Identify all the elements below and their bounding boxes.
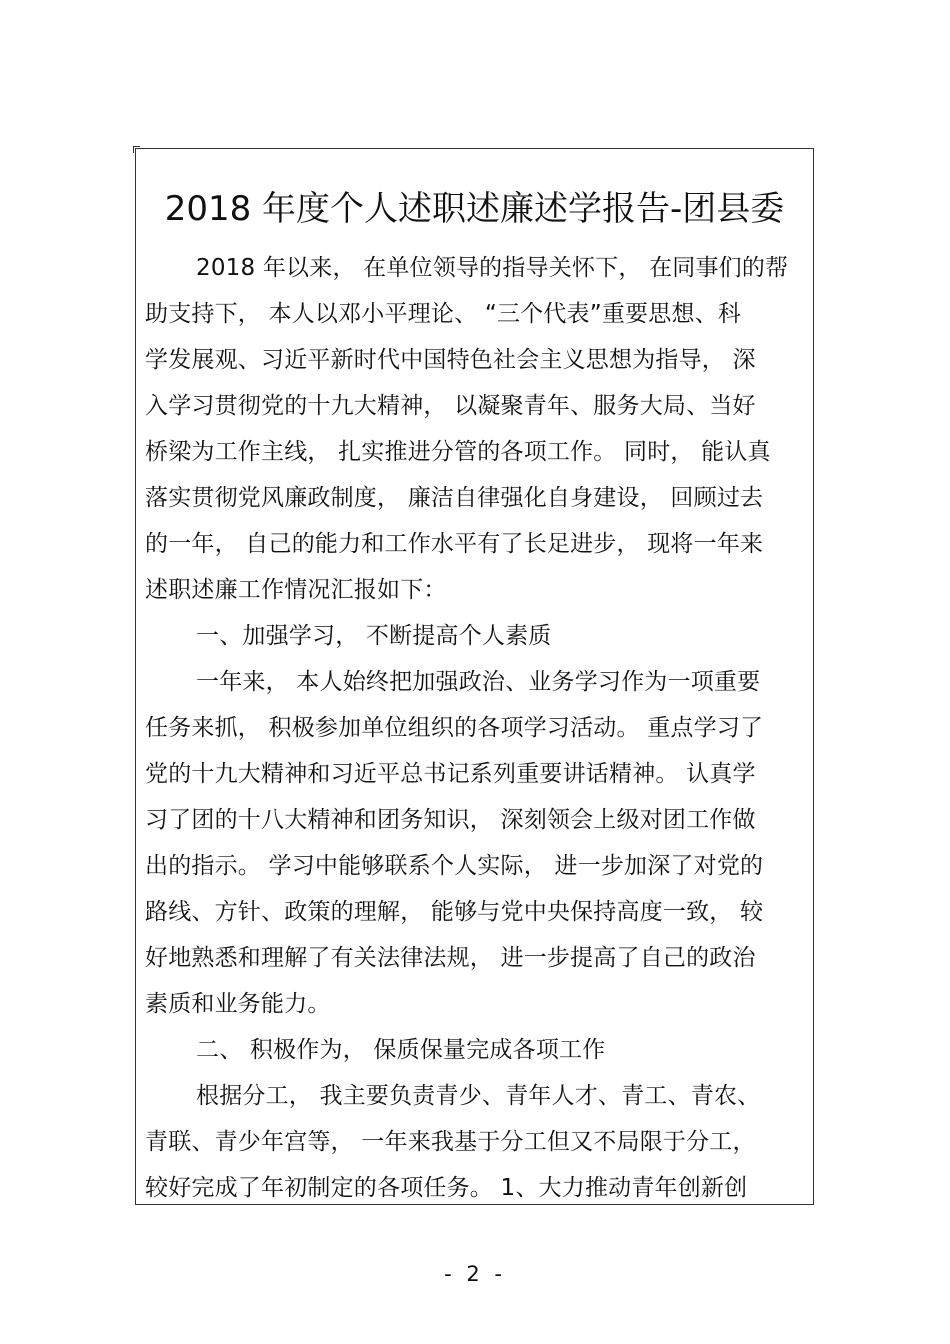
paragraph-line: 落实贯彻党风廉政制度， 廉洁自律强化自身建设， 回顾过去 [145,485,764,511]
paragraph-line: 述职述廉工作情况汇报如下： [145,577,447,603]
document-frame [135,148,814,1205]
paragraph-line: 桥梁为工作主线， 扎实推进分管的各项工作。 同时， 能认真 [145,439,771,465]
document-title: 2018 年度个人述职述廉述学报告-团县委 [164,189,785,229]
paragraph-line: 入学习贯彻党的十九大精神， 以凝聚青年、服务大局、当好 [145,393,756,419]
paragraph-line: 好地熟悉和理解了有关法律法规， 进一步提高了自己的政治 [145,945,756,971]
paragraph-line: 助支持下， 本人以邓小平理论、 “三个代表”重要思想、科 [145,301,742,327]
paragraph-line: 的一年， 自己的能力和工作水平有了长足进步， 现将一年来 [145,531,764,557]
paragraph-line: 路线、方针、政策的理解， 能够与党中央保持高度一致， 较 [145,899,764,925]
paragraph-line: 根据分工， 我主要负责青少、青年人才、青工、青农、 [196,1083,761,1109]
paragraph-line: 素质和业务能力。 [145,991,331,1017]
paragraph-line: 一年来， 本人始终把加强政治、业务学习作为一项重要 [196,669,761,695]
paragraph-line: 青联、青少年宫等， 一年来我基于分工但又不局限于分工， [145,1129,756,1155]
page-number: - 2 - [444,1262,506,1286]
paragraph-line: 党的十九大精神和习近平总书记系列重要讲话精神。 认真学 [145,761,756,787]
paragraph-line: 2018 年以来， 在单位领导的指导关怀下， 在同事们的帮 [196,255,789,281]
paragraph-line: 较好完成了年初制定的各项任务。 1、大力推动青年创新创 [145,1175,748,1201]
paragraph-line: 出的指示。 学习中能够联系个人实际， 进一步加深了对党的 [145,853,764,879]
paragraph-line: 习了团的十八大精神和团务知识， 深刻领会上级对团工作做 [145,807,756,833]
section-heading: 一、加强学习， 不断提高个人素质 [196,623,552,649]
paragraph-line: 任务来抓， 积极参加单位组织的各项学习活动。 重点学习了 [145,715,764,741]
paragraph-line: 学发展观、习近平新时代中国特色社会主义思想为指导， 深 [145,347,756,373]
section-heading: 二、 积极作为， 保质保量完成各项工作 [196,1037,606,1063]
